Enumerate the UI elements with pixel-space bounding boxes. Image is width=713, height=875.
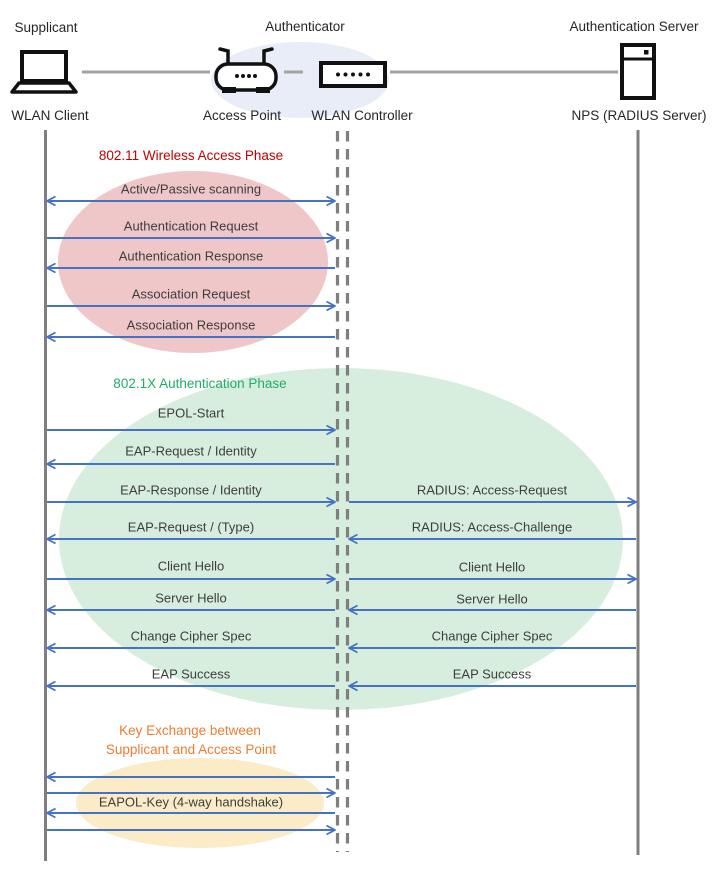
wlan-controller-icon: [321, 63, 385, 86]
message-label-eap-success-right: EAP Success: [452, 666, 532, 682]
message-label-eap-request-type: EAP-Request / (Type): [127, 519, 255, 535]
message-label-server-hello-right: Server Hello: [456, 591, 528, 607]
message-label-eap-response-identity: EAP-Response / Identity: [120, 482, 262, 498]
message-label-change-cipher-spec-left: Change Cipher Spec: [130, 628, 252, 644]
phase2-title: 802.1X Authentication Phase: [113, 376, 287, 392]
laptop-icon: [12, 52, 76, 92]
message-label-radius-access-challenge: RADIUS: Access-Challenge: [411, 519, 573, 535]
device-access-point: Access Point: [202, 108, 282, 124]
message-label-server-hello-left: Server Hello: [155, 590, 227, 606]
role-supplicant: Supplicant: [14, 20, 78, 36]
phase3-title-line1: Key Exchange between: [119, 723, 261, 739]
message-label-eap-success-left: EAP Success: [151, 666, 231, 682]
message-label-authentication-response: Authentication Response: [118, 248, 264, 264]
device-wlan-controller: WLAN Controller: [311, 108, 413, 124]
message-label-change-cipher-spec-right: Change Cipher Spec: [431, 628, 553, 644]
role-auth-server: Authentication Server: [569, 19, 699, 35]
message-label-eapol-key-handshake: EAPOL-Key (4-way handshake): [98, 794, 284, 810]
message-label-client-hello-left: Client Hello: [157, 558, 225, 574]
message-label-active-passive-scanning: Active/Passive scanning: [120, 181, 262, 197]
device-wlan-client: WLAN Client: [11, 108, 89, 124]
message-label-radius-access-request: RADIUS: Access-Request: [416, 482, 568, 498]
message-label-epol-start: EPOL-Start: [157, 405, 225, 421]
role-authenticator: Authenticator: [265, 19, 345, 35]
phase3-title-line2: Supplicant and Access Point: [105, 742, 277, 758]
message-label-association-request: Association Request: [131, 286, 251, 302]
message-label-eap-request-identity: EAP-Request / Identity: [125, 443, 257, 459]
message-label-client-hello-right: Client Hello: [458, 559, 526, 575]
device-nps-server: NPS (RADIUS Server): [571, 108, 707, 124]
message-label-authentication-request: Authentication Request: [123, 218, 259, 234]
server-icon: [622, 45, 654, 98]
message-label-association-response: Association Response: [126, 317, 256, 333]
phase1-title: 802.11 Wireless Access Phase: [98, 148, 284, 164]
